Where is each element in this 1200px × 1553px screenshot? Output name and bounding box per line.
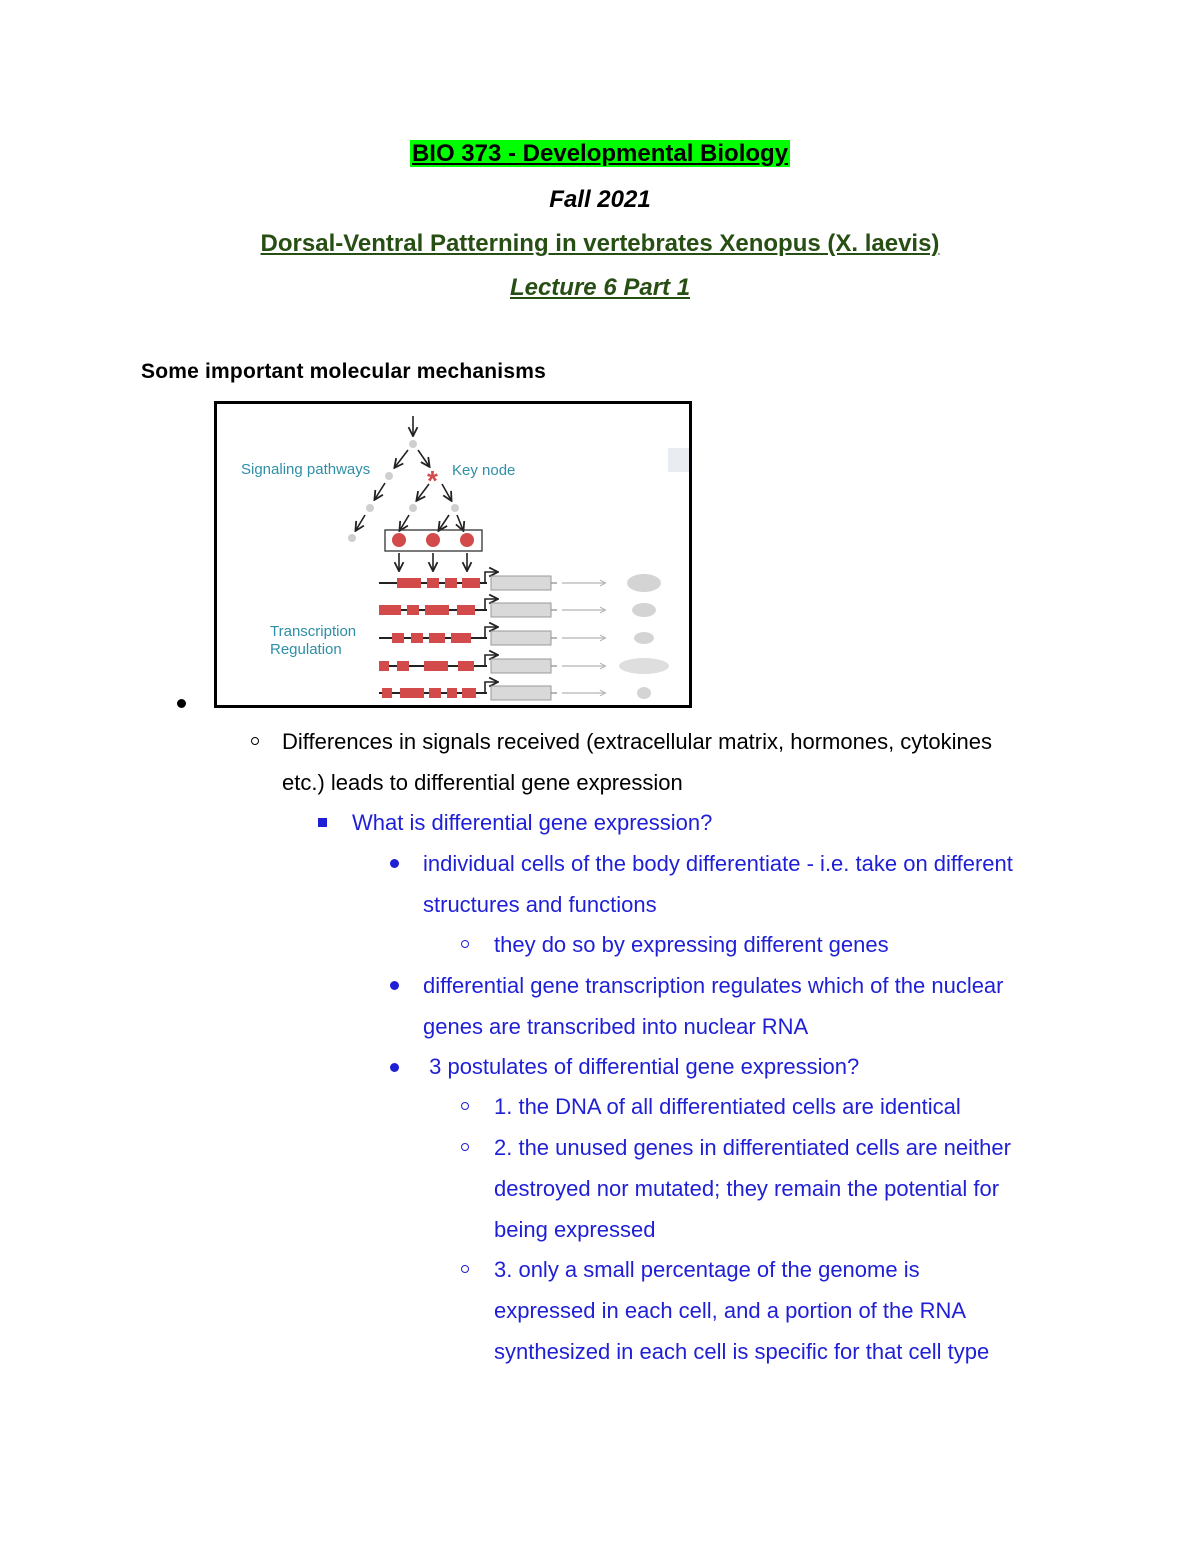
signal-arrow [400, 515, 409, 530]
gene-row-2 [379, 599, 656, 617]
dot-bullet [390, 981, 399, 990]
note-a1-line2: structures and functions [423, 892, 657, 917]
signaling-pathways-label: Signaling pathways [241, 461, 371, 478]
node [366, 504, 374, 512]
key-node-label: Key node [452, 462, 516, 479]
node [348, 534, 356, 542]
note-question: What is differential gene expression? [352, 810, 713, 835]
dot-bullet [390, 859, 399, 868]
signal-arrow [457, 515, 463, 530]
signal-arrow [439, 515, 449, 530]
note-a2-line1: differential gene transcription regulates which of the nuclear [423, 973, 1004, 998]
topic-title: Dorsal-Ventral Patterning in vertebrates Xenopus (X. laevis) [260, 230, 940, 257]
square-bullet [318, 818, 327, 827]
note-p3-line2: expressed in each cell, and a portion of the RNA [494, 1298, 967, 1323]
note-p3-line1: 3. only a small percentage of the genome is [494, 1257, 920, 1282]
node [409, 504, 417, 512]
hollow-bullet [461, 1102, 469, 1110]
lecture-title: Lecture 6 Part 1 [509, 274, 691, 301]
course-title-row [0, 140, 1200, 168]
key-node-star: * [427, 465, 438, 496]
transcription-factor [460, 533, 474, 547]
hollow-bullet [461, 1143, 469, 1151]
gene-row-4 [379, 655, 669, 674]
hollow-bullet [461, 1265, 469, 1273]
section-heading: Some important molecular mechanisms [141, 360, 546, 383]
dot-bullet [390, 1063, 399, 1072]
note-item1-line2: etc.) leads to differential gene expression [282, 770, 683, 795]
note-p2-line3: being expressed [494, 1217, 656, 1242]
note-p3-line3: synthesized in each cell is specific for that cell type [494, 1339, 990, 1364]
signal-arrow [442, 484, 451, 500]
note-p2-line2: destroyed nor mutated; they remain the potential for [494, 1176, 1000, 1201]
lecture-row [0, 274, 1200, 302]
node [385, 472, 393, 480]
note-a3: 3 postulates of differential gene expression? [423, 1054, 860, 1079]
note-p2-line1: 2. the unused genes in differentiated cells are neither [494, 1135, 1011, 1160]
transcription-label-line1: Transcription [270, 623, 357, 640]
transcription-factor [392, 533, 406, 547]
note-a2-line2: genes are transcribed into nuclear RNA [423, 1014, 809, 1039]
signal-arrow [375, 483, 385, 499]
note-a1-sub: they do so by expressing different genes [494, 932, 889, 957]
note-p1: 1. the DNA of all differentiated cells are identical [494, 1094, 961, 1119]
signal-arrow [418, 450, 429, 466]
cropped-panel [668, 448, 689, 472]
figure-bullet [177, 699, 186, 708]
signal-arrow [395, 450, 408, 467]
gene-regulation-diagram [217, 404, 689, 705]
gene-row-1 [379, 572, 661, 592]
topic-row [0, 230, 1200, 258]
gene-row-3 [379, 627, 654, 645]
course-title: BIO 373 - Developmental Biology [411, 140, 789, 167]
hollow-bullet [461, 940, 469, 948]
transcription-factor [426, 533, 440, 547]
figure-frame [214, 401, 692, 708]
gene-row-5 [379, 682, 651, 700]
hollow-bullet [251, 737, 259, 745]
note-a1-line1: individual cells of the body differentiate - i.e. take on different [423, 851, 1013, 876]
signal-arrow [356, 515, 365, 530]
term: Fall 2021 [549, 186, 651, 213]
note-item1-line1: Differences in signals received (extracellular matrix, hormones, cytokines [282, 729, 992, 754]
transcription-label-line2: Regulation [270, 641, 342, 658]
node [451, 504, 459, 512]
node-top [409, 440, 417, 448]
